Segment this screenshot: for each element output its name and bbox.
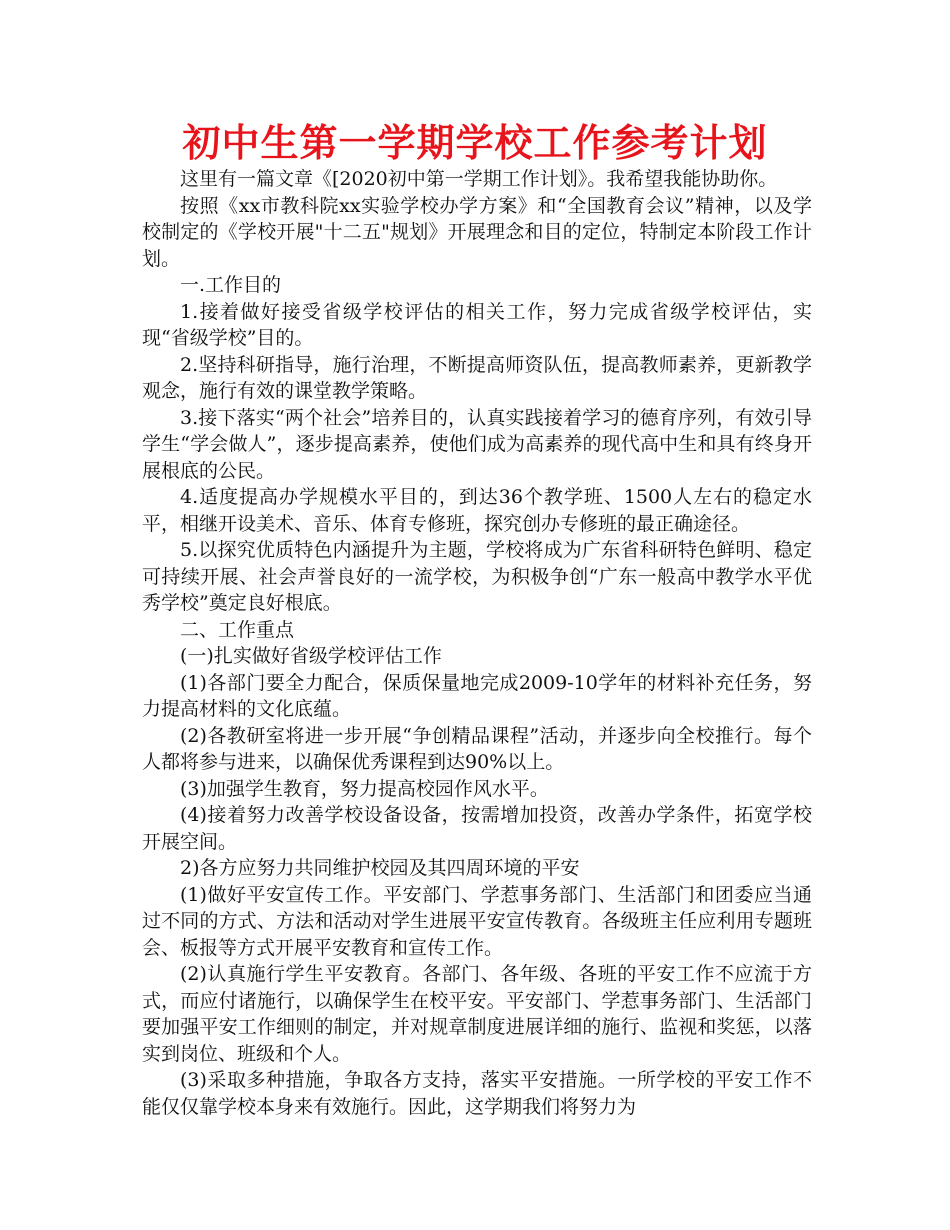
paragraph: (2)各教研室将进一步开展“争创精品课程”活动，并逐步向全校推行。每个人都将参与进来，以确保优秀课程到达90%以上。 [142, 724, 812, 773]
document-title: 初中生第一学期学校工作参考计划 [182, 121, 768, 165]
paragraph: (3)采取多种措施，争取各方支持，落实平安措施。一所学校的平安工作不能仅仅靠学校本身来有效施行。因此，这学期我们将努力为 [142, 1069, 812, 1118]
paragraph: 2.坚持科研指导，施行治理，不断提高师资队伍，提高教师素养，更新教学观念，施行有效的课堂教学策略。 [142, 353, 812, 402]
document-body [142, 166, 812, 1120]
paragraph: (1)做好平安宣传工作。平安部门、学惹事务部门、生活部门和团委应当通过不同的方式、方法和活动对学生进展平安宣传教育。各级班主任应利用专题班会、板报等方式开展平安教育和宣传工作。 [142, 883, 812, 959]
section-heading: 二、工作重点 [180, 618, 295, 641]
paragraph: 5.以探究优质特色内涵提升为主题，学校将成为广东省科研特色鲜明、稳定可持续开展、社会声誉良好的一流学校，为积极争创“广东一般高中教学水平优秀学校”奠定良好根底。 [142, 539, 812, 614]
subsection-heading: 2)各方应努力共同维护校园及其四周环境的平安 [180, 857, 580, 879]
paragraph: (3)加强学生教育，努力提高校园作风水平。 [180, 777, 549, 800]
paragraph: (1)各部门要全力配合，保质保量地完成2009-10学年的材料补充任务，努力提高材料的文化底蕴。 [142, 671, 812, 720]
paragraph: (4)接着努力改善学校设备设备，按需增加投资，改善办学条件，拓宽学校开展空间。 [142, 804, 812, 853]
paragraph: 4.适度提高办学规模水平目的，到达36个教学班、1500人左右的稳定水平，相继开设美术、音乐、体育专修班，探究创办专修班的最正确途径。 [142, 486, 812, 535]
paragraph: (2)认真施行学生平安教育。各部门、各年级、各班的平安工作不应流于方式，而应付诸施行，以确保学生在校平安。平安部门、学惹事务部门、生活部门要加强平安工作细则的制定，并对规章制度进展详细的施行、监视和奖惩，以落实到岗位、班级和个人。 [142, 963, 812, 1065]
section-heading: 一.工作目的 [180, 274, 282, 296]
paragraph: 1.接着做好接受省级学校评估的相关工作，努力完成省级学校评估，实现“省级学校”目的。 [142, 300, 812, 349]
paragraph: 3.接下落实“两个社会”培养目的，认真实践接着学习的德育序列，有效引导学生“学会做人”，逐步提高素养，使他们成为高素养的现代高中生和具有终身开展根底的公民。 [142, 406, 812, 482]
paragraph: 这里有一篇文章《[2020初中第一学期工作计划》。我希望我能协助你。 [180, 168, 778, 190]
subsection-heading: (一)扎实做好省级学校评估工作 [180, 645, 442, 667]
paragraph: 按照《xx市教科院xx实验学校办学方案》和“全国教育会议”精神，以及学校制定的《学校开展"十二五"规划》开展理念和目的定位，特制定本阶段工作计划。 [142, 194, 812, 270]
